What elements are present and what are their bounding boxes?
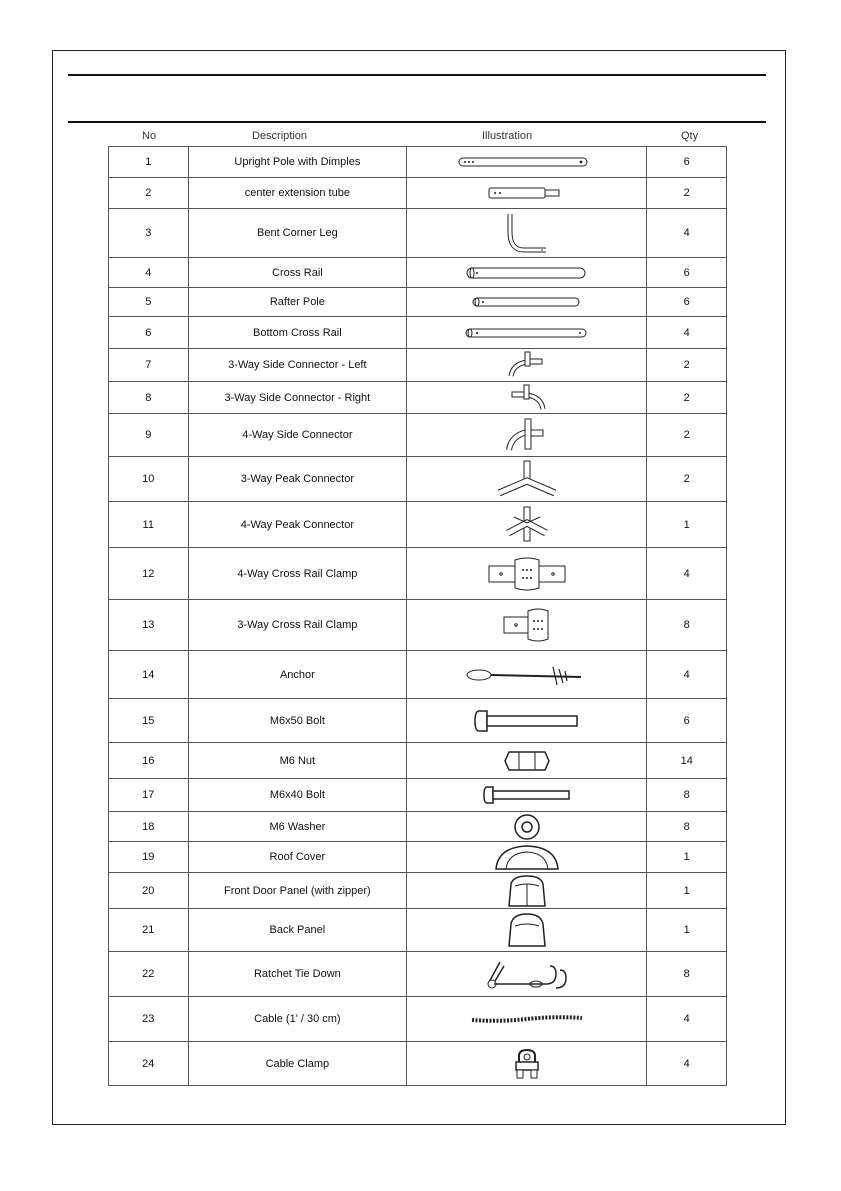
part-number: 12 <box>109 548 189 600</box>
part-description: 4-Way Cross Rail Clamp <box>188 548 407 600</box>
part-number: 22 <box>109 952 189 997</box>
part-qty: 4 <box>647 651 727 699</box>
part-number: 13 <box>109 600 189 651</box>
part-qty: 1 <box>647 502 727 548</box>
header-qty: Qty <box>681 130 699 142</box>
part-qty: 1 <box>647 873 727 909</box>
top-rule <box>68 74 766 76</box>
table-row <box>109 147 727 178</box>
table-row <box>109 349 727 382</box>
table-row <box>109 651 727 699</box>
part-description: Bottom Cross Rail <box>188 317 407 349</box>
part-number: 4 <box>109 258 189 288</box>
part-description: Cable (1' / 30 cm) <box>188 997 407 1042</box>
part-description: M6x40 Bolt <box>188 779 407 812</box>
table-row <box>109 548 727 600</box>
part-number: 21 <box>109 909 189 952</box>
three-way-peak-connector-icon <box>407 457 647 502</box>
part-qty: 4 <box>647 1042 727 1086</box>
part-description: 3-Way Peak Connector <box>188 457 407 502</box>
table-row <box>109 812 727 842</box>
parts-table <box>108 146 727 1086</box>
cross-rail-icon <box>407 258 647 288</box>
part-qty: 2 <box>647 349 727 382</box>
header-description: Description <box>252 130 308 142</box>
part-number: 17 <box>109 779 189 812</box>
part-qty: 8 <box>647 952 727 997</box>
bent-corner-leg-icon <box>407 209 647 258</box>
header-illustration: Illustration <box>482 130 533 142</box>
bolt-40-icon <box>407 779 647 812</box>
rafter-pole-icon <box>407 288 647 317</box>
part-description: Rafter Pole <box>188 288 407 317</box>
part-number: 9 <box>109 414 189 457</box>
part-number: 7 <box>109 349 189 382</box>
table-row <box>109 382 727 414</box>
part-qty: 8 <box>647 779 727 812</box>
table-row <box>109 600 727 651</box>
bottom-cross-rail-icon <box>407 317 647 349</box>
part-qty: 1 <box>647 842 727 873</box>
part-number: 14 <box>109 651 189 699</box>
part-qty: 4 <box>647 548 727 600</box>
part-qty: 8 <box>647 812 727 842</box>
table-row <box>109 209 727 258</box>
part-description: center extension tube <box>188 178 407 209</box>
part-number: 3 <box>109 209 189 258</box>
four-way-side-connector-icon <box>407 414 647 457</box>
part-description: 3-Way Side Connector - Left <box>188 349 407 382</box>
part-description: Back Panel <box>188 909 407 952</box>
footer-rule-right <box>433 1124 786 1125</box>
part-number: 11 <box>109 502 189 548</box>
table-row <box>109 743 727 779</box>
part-qty: 2 <box>647 414 727 457</box>
table-row <box>109 502 727 548</box>
part-number: 6 <box>109 317 189 349</box>
part-qty: 2 <box>647 457 727 502</box>
part-description: 3-Way Cross Rail Clamp <box>188 600 407 651</box>
side-connector-right-icon <box>407 382 647 414</box>
part-description: Anchor <box>188 651 407 699</box>
part-description: 4-Way Side Connector <box>188 414 407 457</box>
table-row <box>109 414 727 457</box>
nut-icon <box>407 743 647 779</box>
table-row <box>109 952 727 997</box>
part-description: Roof Cover <box>188 842 407 873</box>
part-number: 19 <box>109 842 189 873</box>
header-no: No <box>142 130 157 142</box>
front-door-panel-icon <box>407 873 647 909</box>
part-number: 10 <box>109 457 189 502</box>
footer-rule-left <box>52 1124 384 1125</box>
part-description: 3-Way Side Connector - Right <box>188 382 407 414</box>
part-description: Front Door Panel (with zipper) <box>188 873 407 909</box>
part-number: 16 <box>109 743 189 779</box>
table-row <box>109 873 727 909</box>
part-qty: 4 <box>647 209 727 258</box>
part-description: Upright Pole with Dimples <box>188 147 407 178</box>
part-description: Cross Rail <box>188 258 407 288</box>
part-qty: 1 <box>647 909 727 952</box>
cable-clamp-icon <box>407 1042 647 1086</box>
part-description: Ratchet Tie Down <box>188 952 407 997</box>
part-qty: 8 <box>647 600 727 651</box>
table-row <box>109 1042 727 1086</box>
three-way-clamp-icon <box>407 600 647 651</box>
part-qty: 2 <box>647 178 727 209</box>
header-rule <box>68 121 766 123</box>
back-panel-icon <box>407 909 647 952</box>
table-row <box>109 258 727 288</box>
part-number: 20 <box>109 873 189 909</box>
table-row <box>109 842 727 873</box>
table-row <box>109 317 727 349</box>
part-qty: 4 <box>647 317 727 349</box>
table-row <box>109 699 727 743</box>
extension-tube-icon <box>407 178 647 209</box>
upright-pole-icon <box>407 147 647 178</box>
part-qty: 6 <box>647 258 727 288</box>
part-qty: 14 <box>647 743 727 779</box>
four-way-clamp-icon <box>407 548 647 600</box>
part-qty: 6 <box>647 288 727 317</box>
part-number: 8 <box>109 382 189 414</box>
bolt-50-icon <box>407 699 647 743</box>
table-row <box>109 909 727 952</box>
part-qty: 2 <box>647 382 727 414</box>
table-row <box>109 457 727 502</box>
part-number: 15 <box>109 699 189 743</box>
roof-cover-icon <box>407 842 647 873</box>
part-qty: 6 <box>647 147 727 178</box>
table-header <box>108 130 727 146</box>
part-description: M6 Washer <box>188 812 407 842</box>
washer-icon <box>407 812 647 842</box>
part-number: 1 <box>109 147 189 178</box>
part-qty: 6 <box>647 699 727 743</box>
cable-icon <box>407 997 647 1042</box>
part-description: Bent Corner Leg <box>188 209 407 258</box>
anchor-icon <box>407 651 647 699</box>
part-description: Cable Clamp <box>188 1042 407 1086</box>
part-number: 23 <box>109 997 189 1042</box>
part-description: M6 Nut <box>188 743 407 779</box>
part-number: 18 <box>109 812 189 842</box>
part-number: 5 <box>109 288 189 317</box>
table-row <box>109 178 727 209</box>
four-way-peak-connector-icon <box>407 502 647 548</box>
part-qty: 4 <box>647 997 727 1042</box>
side-connector-left-icon <box>407 349 647 382</box>
part-description: 4-Way Peak Connector <box>188 502 407 548</box>
table-row <box>109 288 727 317</box>
part-description: M6x50 Bolt <box>188 699 407 743</box>
table-row <box>109 997 727 1042</box>
ratchet-tie-down-icon <box>407 952 647 997</box>
part-number: 24 <box>109 1042 189 1086</box>
table-row <box>109 779 727 812</box>
part-number: 2 <box>109 178 189 209</box>
